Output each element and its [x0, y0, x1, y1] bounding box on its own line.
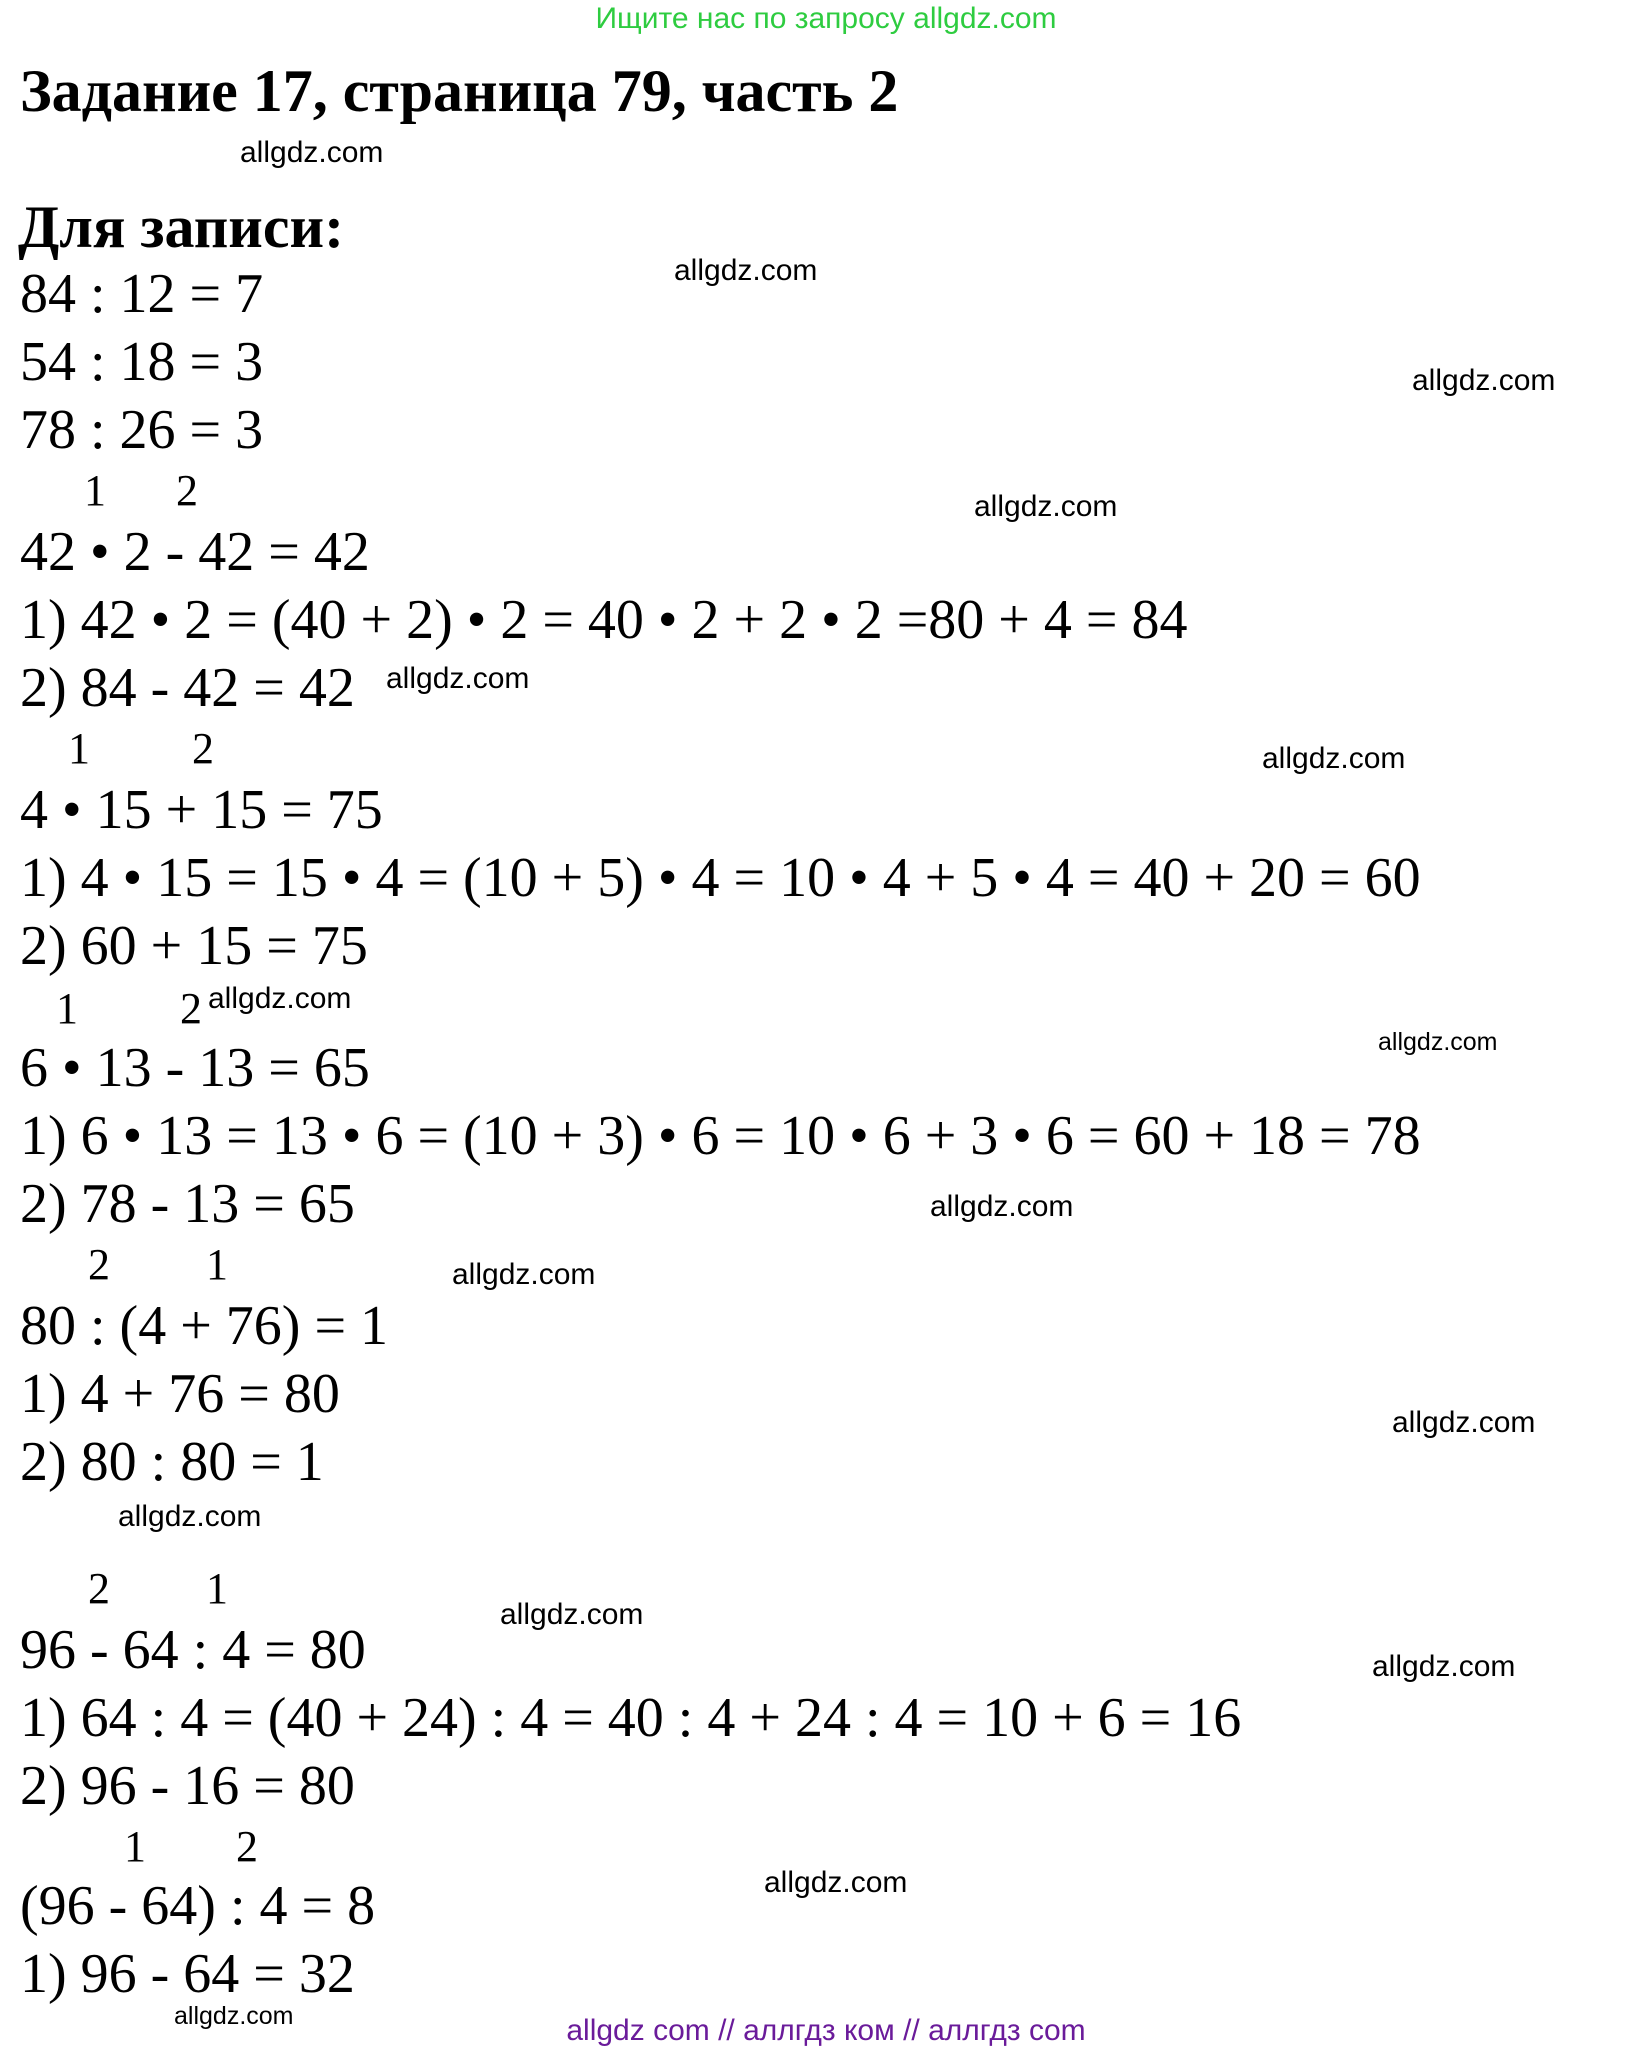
watermark: allgdz.com: [1392, 1406, 1536, 1439]
order-mark: 1: [206, 1240, 228, 1289]
watermark: allgdz.com: [386, 662, 530, 695]
equation-line: 1) 4 • 15 = 15 • 4 = (10 + 5) • 4 = 10 • 4 + 5 • 4 = 40 + 20 = 60: [20, 847, 1421, 909]
order-mark: 2: [236, 1822, 258, 1871]
order-mark: 2: [192, 724, 214, 773]
equation-line: 2) 60 + 15 = 75: [20, 915, 368, 977]
equation-line: 6 • 13 - 13 = 65: [20, 1037, 370, 1099]
watermark: allgdz.com: [1372, 1650, 1516, 1683]
equation-line: 1) 64 : 4 = (40 + 24) : 4 = 40 : 4 + 24 : 4 = 10 + 6 = 16: [20, 1687, 1242, 1749]
order-mark: 1: [68, 724, 90, 773]
equation-line: (96 - 64) : 4 = 8: [20, 1875, 376, 1937]
page-title: Задание 17, страница 79, часть 2: [20, 58, 899, 124]
order-mark: 1: [206, 1564, 228, 1613]
watermark: allgdz.com: [174, 2002, 294, 2030]
footer-banner[interactable]: allgdz com // аллгдз ком // аллгдз com: [566, 2014, 1086, 2047]
order-mark: 1: [84, 466, 106, 515]
watermark: allgdz.com: [240, 136, 384, 169]
watermark: allgdz.com: [500, 1598, 644, 1631]
section-heading: Для записи:: [18, 194, 345, 260]
watermark: allgdz.com: [118, 1500, 262, 1533]
watermark: allgdz.com: [674, 254, 818, 287]
watermark: allgdz.com: [1412, 364, 1556, 397]
equation-line: 1) 96 - 64 = 32: [20, 1943, 355, 2005]
watermark: allgdz.com: [452, 1258, 596, 1291]
order-mark: 1: [124, 1822, 146, 1871]
header-banner[interactable]: Ищите нас по запросу allgdz.com: [595, 2, 1057, 35]
equation-line: 2) 80 : 80 = 1: [20, 1431, 324, 1493]
watermark: allgdz.com: [974, 490, 1118, 523]
equation-line: 54 : 18 = 3: [20, 331, 264, 393]
watermark: allgdz.com: [930, 1190, 1074, 1223]
equation-line: 84 : 12 = 7: [20, 263, 264, 325]
order-mark: 2: [88, 1240, 110, 1289]
equation-line: 2) 84 - 42 = 42: [20, 657, 355, 719]
equation-line: 1) 4 + 76 = 80: [20, 1363, 340, 1425]
equation-line: 1) 6 • 13 = 13 • 6 = (10 + 3) • 6 = 10 • 6 + 3 • 6 = 60 + 18 = 78: [20, 1105, 1421, 1167]
equation-line: 2) 96 - 16 = 80: [20, 1755, 355, 1817]
equation-line: 80 : (4 + 76) = 1: [20, 1295, 389, 1357]
equation-line: 2) 78 - 13 = 65: [20, 1173, 355, 1235]
equation-line: 78 : 26 = 3: [20, 399, 264, 461]
watermark: allgdz.com: [1378, 1028, 1498, 1056]
equation-line: 96 - 64 : 4 = 80: [20, 1619, 366, 1681]
watermark: allgdz.com: [208, 982, 352, 1015]
equation-line: 42 • 2 - 42 = 42: [20, 521, 370, 583]
order-mark: 1: [56, 984, 78, 1033]
order-mark: 2: [176, 466, 198, 515]
equation-line: 1) 42 • 2 = (40 + 2) • 2 = 40 • 2 + 2 • 2 =80 + 4 = 84: [20, 589, 1188, 651]
watermark: allgdz.com: [764, 1866, 908, 1899]
equation-line: 4 • 15 + 15 = 75: [20, 779, 383, 841]
order-mark: 2: [88, 1564, 110, 1613]
order-mark: 2: [180, 984, 202, 1033]
watermark: allgdz.com: [1262, 742, 1406, 775]
